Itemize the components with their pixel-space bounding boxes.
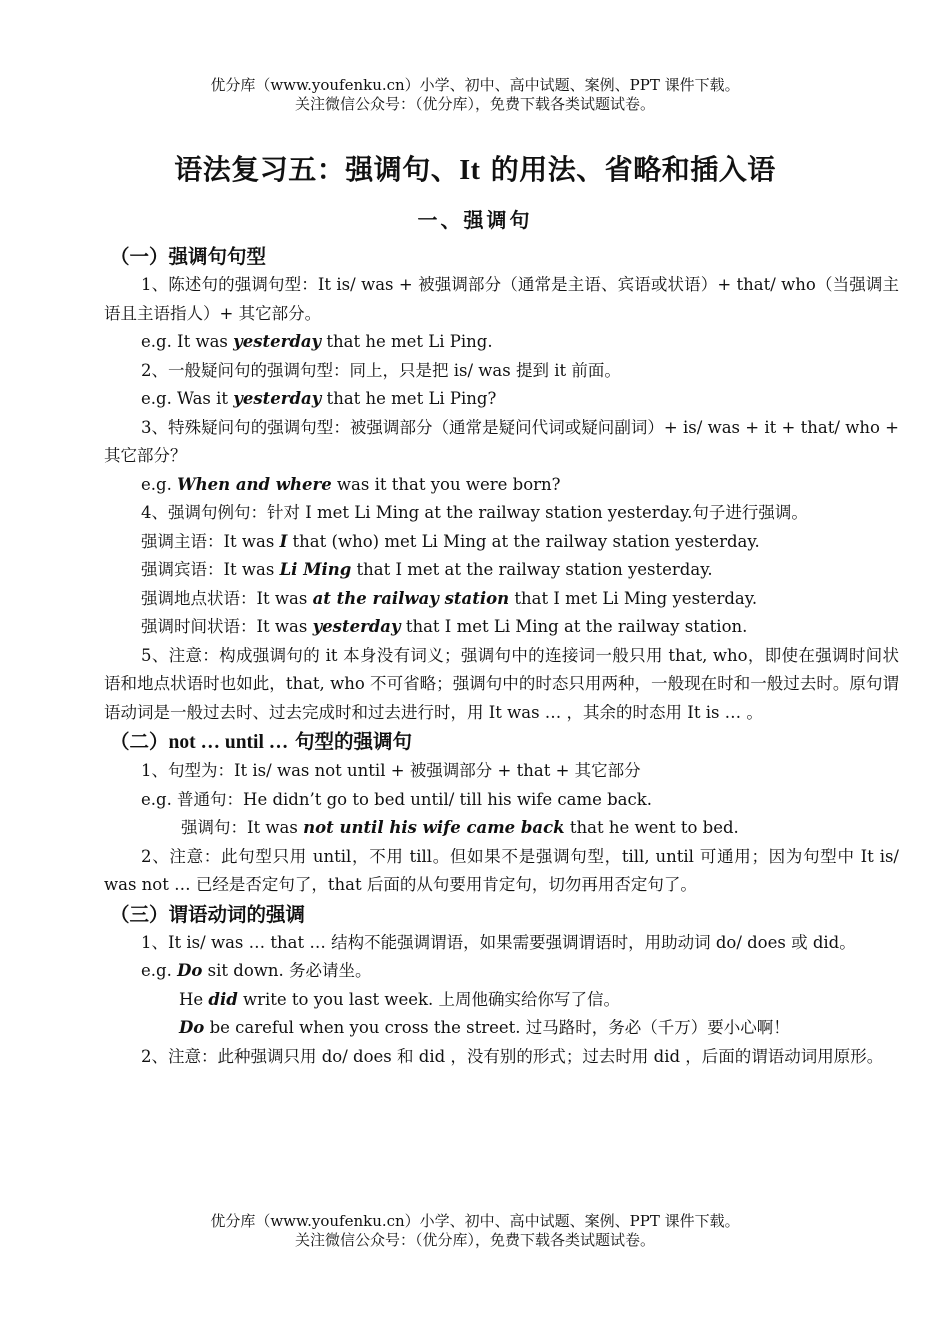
text: 强调句：It was bbox=[181, 818, 304, 837]
paragraph: 2、注意：此句型只用 until，不用 till。但如果不是强调句型，till, until 可通用；因为句型中 It is/ was not … 已经是否定句了，that 后面的从句要用肯定句，切勿再用否定句了。 bbox=[104, 846, 899, 894]
text: was it that you were born? bbox=[331, 474, 561, 494]
footer-line-2: 关注微信公众号：（优分库），免费下载各类试题试卷。 bbox=[294, 1231, 655, 1249]
paragraph: 4、强调句例句：针对 I met Li Ming at the railway station yesterday.句子进行强调。 bbox=[141, 503, 808, 522]
emphasis: yesterday bbox=[233, 332, 322, 351]
example bbox=[104, 613, 899, 642]
text: 强调时间状语：It was bbox=[141, 617, 313, 636]
text: 强调地点状语：It was bbox=[141, 588, 313, 608]
section-heading: 一、强调句 bbox=[417, 208, 533, 232]
text: write to you last week. 上周他确实给你写了信。 bbox=[237, 989, 620, 1009]
text: e.g. Was it bbox=[141, 389, 234, 408]
text: that he went to bed. bbox=[564, 818, 739, 837]
paragraph: 1、陈述句的强调句型：It is/ was + 被强调部分（通常是主语、宾语或状语）+ that/ who（当强调主语且主语指人）+ 其它部分。 bbox=[104, 275, 899, 323]
paragraph: 2、一般疑问句的强调句型：同上，只是把 is/ was 提到 it 前面。 bbox=[141, 360, 621, 380]
text: that I met Li Ming at the railway station. bbox=[400, 617, 748, 636]
page-header bbox=[0, 76, 950, 114]
example bbox=[104, 385, 899, 414]
emphasis: Do bbox=[177, 961, 203, 980]
emphasis: at the railway station bbox=[312, 588, 510, 608]
title-part: 的用法、省略和插入语 bbox=[480, 153, 776, 186]
example bbox=[104, 986, 899, 1015]
example bbox=[104, 1014, 899, 1043]
emphasis: I bbox=[279, 531, 288, 551]
text: be careful when you cross the street. 过马路时，务必（千万）要小心啊！ bbox=[204, 1018, 790, 1037]
example bbox=[104, 814, 899, 843]
example bbox=[104, 328, 899, 357]
document-title bbox=[0, 148, 950, 188]
text: e.g. bbox=[141, 474, 178, 494]
page-footer bbox=[0, 1212, 950, 1250]
text: He bbox=[179, 989, 209, 1009]
emphasis: yesterday bbox=[312, 617, 401, 636]
emphasis: When and where bbox=[177, 474, 332, 494]
paragraph: 3、特殊疑问句的强调句型：被强调部分（通常是疑问代词或疑问副词）+ is/ was + it + that/ who + 其它部分？ bbox=[104, 417, 899, 465]
title-part: It bbox=[459, 155, 481, 186]
text: e.g. It was bbox=[141, 332, 234, 351]
emphasis: yesterday bbox=[233, 389, 322, 408]
text: that I met Li Ming yesterday. bbox=[509, 588, 758, 608]
text: not … until … bbox=[168, 732, 289, 753]
title-part: 语法复习五：强调句、 bbox=[174, 153, 460, 186]
paragraph: 1、It is/ was … that … 结构不能强调谓语，如果需要强调谓语时，用助动词 do/ does 或 did。 bbox=[141, 932, 856, 952]
emphasis: Li Ming bbox=[279, 560, 352, 579]
text: that he met Li Ping. bbox=[321, 332, 493, 351]
text: 强调主语：It was bbox=[141, 531, 280, 551]
footer-line-1: 优分库（www.youfenku.cn）小学、初中、高中试题、案例、PPT 课件下载。 bbox=[210, 1212, 740, 1230]
subsection-heading: （一）强调句句型 bbox=[110, 245, 267, 268]
header-line-1: 优分库（www.youfenku.cn）小学、初中、高中试题、案例、PPT 课件下载。 bbox=[210, 76, 740, 94]
subsection-heading: （三）谓语动词的强调 bbox=[110, 902, 306, 926]
text: that I met at the railway station yesterday. bbox=[351, 560, 713, 579]
emphasis: did bbox=[208, 989, 238, 1009]
example bbox=[104, 957, 899, 986]
document-body bbox=[104, 242, 899, 1071]
text: 句型的强调句 bbox=[288, 730, 413, 753]
subsection-heading bbox=[110, 727, 899, 757]
paragraph: 2、注意：此种强调只用 do/ does 和 did ，没有别的形式；过去时用 did ，后面的谓语动词用原形。 bbox=[141, 1046, 884, 1066]
text: e.g. bbox=[141, 961, 178, 980]
example bbox=[104, 471, 899, 500]
text: 强调宾语：It was bbox=[141, 560, 280, 579]
example bbox=[104, 585, 899, 614]
text: that he met Li Ping? bbox=[321, 389, 497, 408]
example: e.g. 普通句：He didn’t go to bed until/ till his wife came back. bbox=[141, 789, 652, 809]
emphasis: Do bbox=[179, 1018, 205, 1037]
header-line-2: 关注微信公众号：（优分库），免费下载各类试题试卷。 bbox=[294, 95, 655, 113]
text: sit down. 务必请坐。 bbox=[202, 961, 372, 980]
example bbox=[104, 528, 899, 557]
paragraph: 5、注意：构成强调句的 it 本身没有词义；强调句中的连接词一般只用 that, who，即使在强调时间状语和地点状语时也如此，that, who 不可省略；强调句中的时态只用两种，一般现在时和一般过去时。原句谓语动词是一般过去时、过去完成时和过去进行时，用 It was … ，其余的时态用 It is … 。 bbox=[104, 645, 899, 722]
example bbox=[104, 556, 899, 585]
text: （二） bbox=[110, 730, 169, 753]
paragraph: 1、句型为：It is/ was not until + 被强调部分 + that + 其它部分 bbox=[141, 761, 641, 780]
emphasis: not until his wife came back bbox=[303, 818, 565, 837]
text: that (who) met Li Ming at the railway station yesterday. bbox=[287, 531, 760, 551]
